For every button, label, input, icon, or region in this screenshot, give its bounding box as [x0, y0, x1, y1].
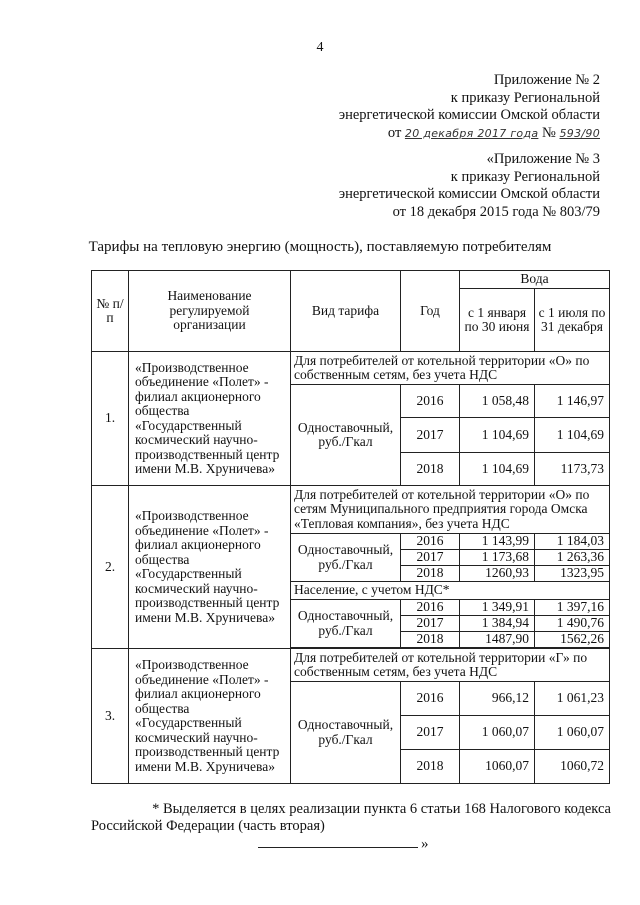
tariff-table [91, 270, 610, 784]
number-label: № [542, 124, 556, 141]
row-2-num: 2. [92, 486, 129, 649]
row-1-2016-h1: 1 058,48 [460, 385, 535, 418]
row-3-2016-h1: 966,12 [460, 682, 535, 716]
appendix-3-order-ref: к приказу Региональной [450, 168, 600, 185]
appendix-2-block [339, 72, 600, 142]
row-3-num: 3. [92, 649, 129, 784]
appendix-3-date: от 18 декабря 2015 года № 803/79 [392, 203, 600, 220]
row-2-pop-year-2018: 2018 [401, 632, 460, 648]
row-3-group: Для потребителей от котельной территории «Г» по собственным сетям, без учета НДС [291, 649, 610, 682]
row-3-2017-h1: 1 060,07 [460, 716, 535, 750]
handwritten-date: 20 декабря 2017 года [404, 126, 539, 140]
row-1-2016-h2: 1 146,97 [535, 385, 610, 418]
row-2-group-population: Население, с учетом НДС* [291, 582, 610, 600]
row-3-2017-h2: 1 060,07 [535, 716, 610, 750]
row-2-tariff-population: Одноставочный, руб./Гкал [291, 600, 401, 648]
row-1-year-2016: 2016 [401, 385, 460, 418]
appendix-3-block [339, 151, 600, 221]
row-1-group: Для потребителей от котельной территории «О» по собственным сетям, без учета НДС [291, 352, 610, 385]
row-3-org: «Производственное объединение «Полет» - филиал акционерного общества «Государственный космический научно-производственный центр имени М.В. Хруничева» [129, 649, 291, 784]
row-3-2018-h1: 1060,07 [460, 750, 535, 784]
row-2-2017-h1: 1 173,68 [460, 550, 535, 566]
row-1-num: 1. [92, 352, 129, 486]
row-1-year-2018: 2018 [401, 453, 460, 486]
row-2-org: «Производственное объединение «Полет» - филиал акционерного общества «Государственный космический научно-производственный центр имени М.В. Хруничева» [129, 486, 291, 649]
row-2-2017-h2: 1 263,36 [535, 550, 610, 566]
row-3-year-2018: 2018 [401, 750, 460, 784]
row-1-2018-h1: 1 104,69 [460, 453, 535, 486]
appendix-2-date-line [339, 125, 600, 143]
handwritten-number: 593/90 [559, 126, 600, 140]
row-2-year-2018: 2018 [401, 566, 460, 582]
header-year: Год [401, 271, 460, 352]
page-number: 4 [316, 40, 324, 55]
header-period-1: с 1 января по 30 июня [460, 289, 535, 352]
row-2-pop-2018-h2: 1562,26 [535, 632, 610, 648]
row-3-2016-h2: 1 061,23 [535, 682, 610, 716]
row-2-group: Для потребителей от котельной территории «О» по сетям Муниципального предприятия города Омска «Тепловая компания», без учета НДС [291, 486, 610, 534]
document-title: Тарифы на тепловую энергию (мощность), поставляемую потребителям [88, 239, 552, 255]
row-2-year-2017: 2017 [401, 550, 460, 566]
row-2-pop-year-2017: 2017 [401, 616, 460, 632]
header-num: № п/п [92, 271, 129, 352]
appendix-2-commission: энергетической комиссии Омской области [338, 107, 600, 123]
header-tariff-type: Вид тарифа [291, 271, 401, 352]
row-3-tariff: Одноставочный, руб./Гкал [291, 682, 401, 784]
appendix-3-commission: энергетической комиссии Омской области [338, 186, 600, 202]
closing-rule [258, 847, 418, 848]
row-2-pop-2016-h2: 1 397,16 [535, 600, 610, 616]
row-2-2016-h2: 1 184,03 [535, 534, 610, 550]
row-1-2017-h1: 1 104,69 [460, 418, 535, 453]
footnote-line-2: Российской Федерации (часть вторая) [91, 818, 325, 834]
row-2-pop-2018-h1: 1487,90 [460, 632, 535, 648]
header-org: Наименование регулируемой организации [129, 271, 291, 352]
appendix-3-title: «Приложение № 3 [486, 151, 600, 167]
footnote-line-1: * Выделяется в целях реализации пункта 6 статьи 168 Налогового кодекса [152, 801, 611, 817]
row-2-pop-2017-h1: 1 384,94 [460, 616, 535, 632]
row-2-pop-2016-h1: 1 349,91 [460, 600, 535, 616]
row-3-year-2016: 2016 [401, 682, 460, 716]
row-1-year-2017: 2017 [401, 418, 460, 453]
row-2-year-2016: 2016 [401, 534, 460, 550]
appendix-2-title: Приложение № 2 [493, 72, 600, 88]
row-1-org: «Производственное объединение «Полет» - филиал акционерного общества «Государственный космический научно-производственный центр имени М.В. Хруничева» [129, 352, 291, 486]
row-1-2018-h2: 1173,73 [535, 453, 610, 486]
row-3-2018-h2: 1060,72 [535, 750, 610, 784]
header-water: Вода [460, 271, 610, 289]
header-period-2: с 1 июля по 31 декабря [535, 289, 610, 352]
row-2-2018-h2: 1323,95 [535, 566, 610, 582]
row-1-2017-h2: 1 104,69 [535, 418, 610, 453]
row-2-2016-h1: 1 143,99 [460, 534, 535, 550]
row-2-pop-2017-h2: 1 490,76 [535, 616, 610, 632]
row-2-2018-h1: 1260,93 [460, 566, 535, 582]
row-3-year-2017: 2017 [401, 716, 460, 750]
appendix-2-order-ref: к приказу Региональной [450, 89, 600, 106]
row-2-pop-year-2016: 2016 [401, 600, 460, 616]
from-label: от [387, 124, 402, 141]
closing-quote: » [421, 836, 429, 852]
row-1-tariff: Одноставочный, руб./Гкал [291, 385, 401, 486]
row-2-tariff: Одноставочный, руб./Гкал [291, 534, 401, 582]
